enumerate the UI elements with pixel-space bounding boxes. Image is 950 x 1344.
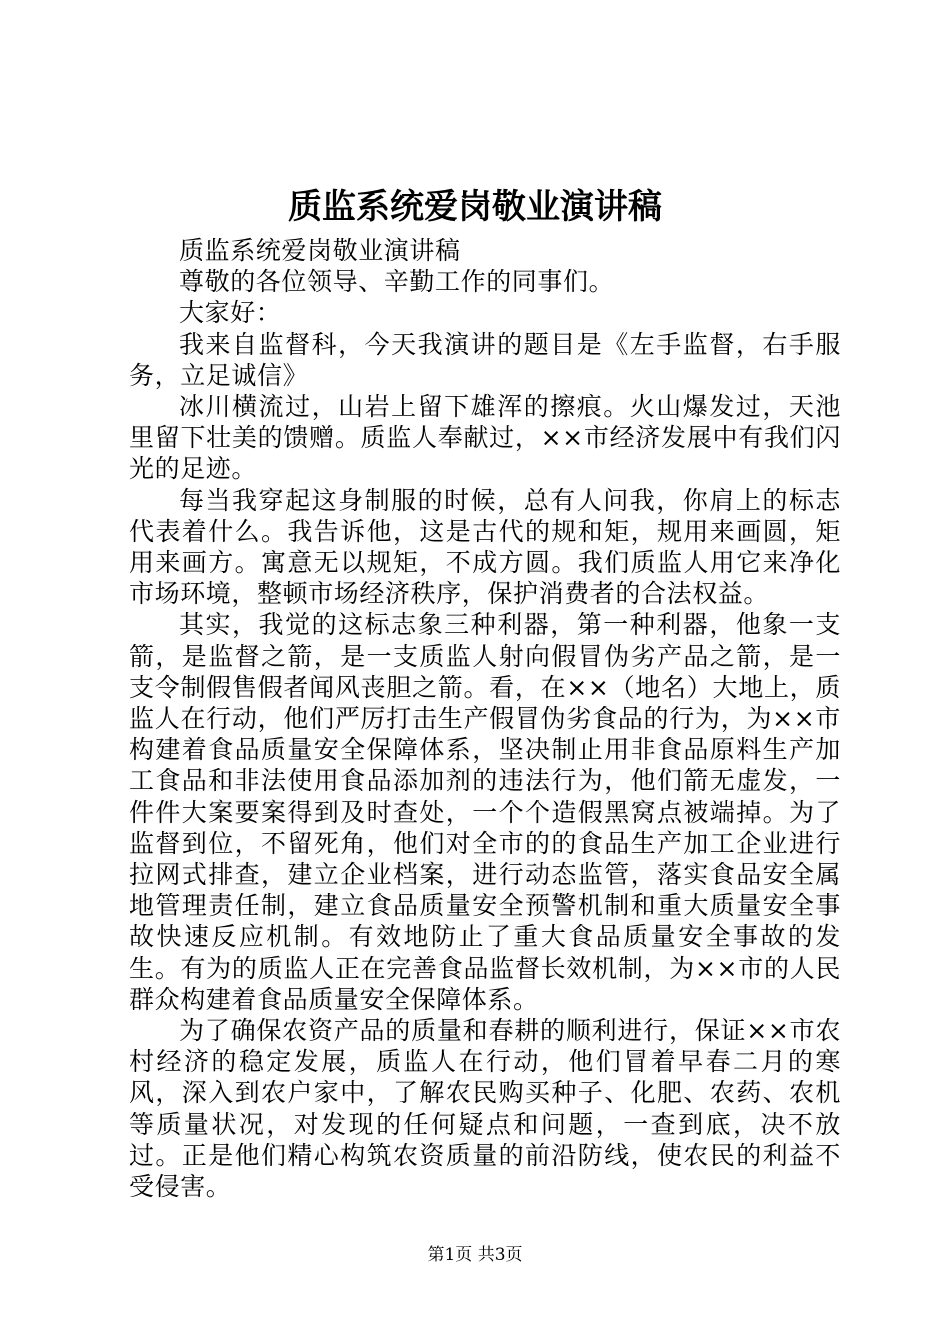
paragraph: 每当我穿起这身制服的时候，总有人问我，你肩上的标志代表着什么。我告诉他，这是古代的规和矩，规用来画圆，矩用来画方。寓意无以规矩，不成方圆。我们质监人用它来净化市场环境，整顿市场经济秩序，保护消费者的合法权益。: [129, 485, 841, 609]
document-title: 质监系统爱岗敬业演讲稿: [288, 187, 662, 227]
paragraph: 为了确保农资产品的质量和春耕的顺利进行，保证××市农村经济的稳定发展，质监人在行动，他们冒着早春二月的寒风，深入到农户家中，了解农民购买种子、化肥、农药、农机等质量状况，对发现的任何疑点和问题，一查到底，决不放过。正是他们精心构筑农资质量的前沿防线，使农民的利益不受侵害。: [129, 1016, 841, 1202]
paragraph: 质监系统爱岗敬业演讲稿: [179, 236, 461, 265]
paragraph: 尊敬的各位领导、辛勤工作的同事们。: [179, 267, 615, 297]
paragraph: 大家好：: [179, 298, 282, 328]
paragraph: 其实，我觉的这标志象三种利器，第一种利器，他象一支箭，是监督之箭，是一支质监人射向假冒伪劣产品之箭，是一支令制假售假者闻风丧胆之箭。看，在××（地名）大地上，质监人在行动，他们严厉打击生产假冒伪劣食品的行为，为××市构建着食品质量安全保障体系，坚决制止用非食品原料生产加工食品和非法使用食品添加剂的违法行为，他们箭无虚发，一件件大案要案得到及时查处，一个个造假黑窝点被端掉。为了监督到位，不留死角，他们对全市的的食品生产加工企业进行拉网式排查，建立企业档案，进行动态监管，落实食品安全属地管理责任制，建立食品质量安全预警机制和重大质量安全事故快速反应机制。有效地防止了重大食品质量安全事故的发生。有为的质监人正在完善食品监督长效机制，为××市的人民群众构建着食品质量安全保障体系。: [129, 610, 841, 1014]
paragraph: 我来自监督科，今天我演讲的题目是《左手监督，右手服务，立足诚信》: [129, 329, 841, 390]
page-number-footer: 第1页 共3页: [427, 1245, 523, 1265]
paragraph: 冰川横流过，山岩上留下雄浑的擦痕。火山爆发过，天池里留下壮美的馈赠。质监人奉献过，××市经济发展中有我们闪光的足迹。: [129, 392, 841, 484]
document-body: [129, 235, 841, 1202]
